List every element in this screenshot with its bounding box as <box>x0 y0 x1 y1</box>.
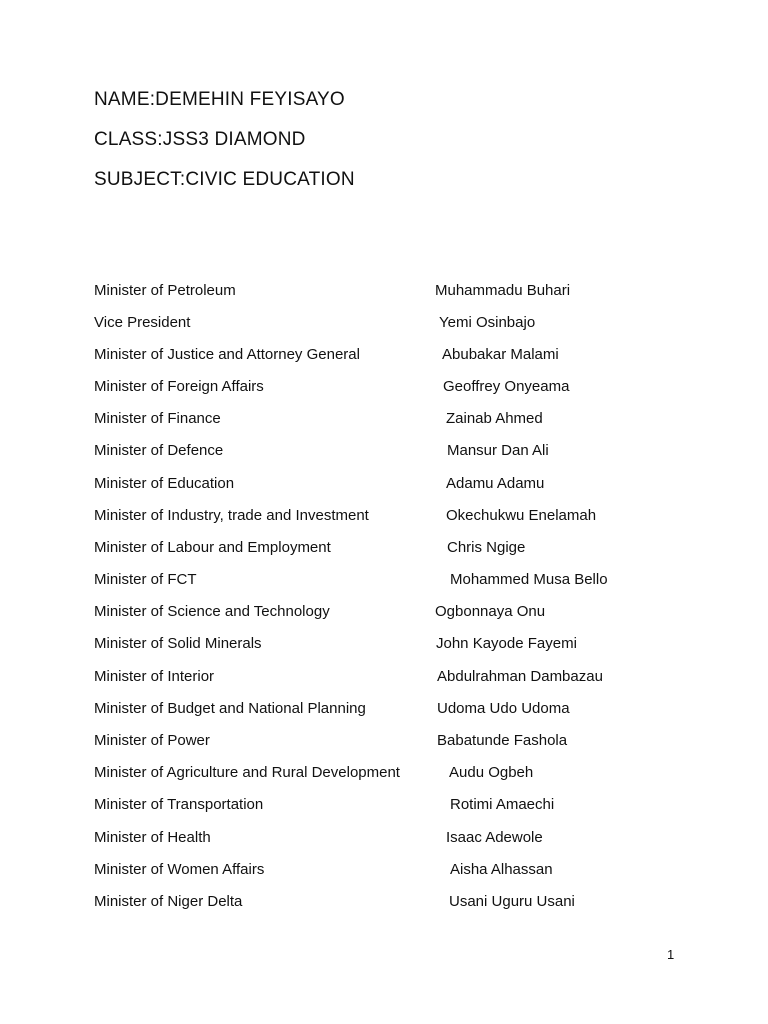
minister-office: Minister of Foreign Affairs <box>94 378 264 395</box>
minister-holder: Udoma Udo Udoma <box>437 700 570 717</box>
minister-office: Minister of Budget and National Planning <box>94 700 366 717</box>
minister-office: Minister of Finance <box>94 410 221 427</box>
minister-holder: Usani Uguru Usani <box>449 893 575 910</box>
minister-holder: Abdulrahman Dambazau <box>437 668 603 685</box>
minister-office: Minister of Defence <box>94 442 224 459</box>
minister-office: Minister of Labour and Employment <box>94 539 331 556</box>
minister-row <box>0 346 768 368</box>
minister-office: Minister of Justice and Attorney General <box>94 346 360 363</box>
minister-row <box>0 603 768 625</box>
minister-office: Minister of Women Affairs <box>94 861 265 878</box>
minister-office: Minister of Interior <box>94 668 215 685</box>
minister-office: Minister of Petroleum <box>94 282 236 299</box>
minister-row <box>0 732 768 754</box>
minister-holder: Muhammadu Buhari <box>435 282 571 299</box>
minister-row <box>0 475 768 497</box>
minister-office: Minister of Solid Minerals <box>94 635 262 652</box>
minister-holder: Ogbonnaya Onu <box>435 603 546 620</box>
minister-holder: Zainab Ahmed <box>446 410 543 427</box>
page-number: 1 <box>667 947 675 962</box>
minister-office: Minister of Industry, trade and Investment <box>94 507 369 524</box>
minister-row <box>0 442 768 464</box>
minister-holder: Chris Ngige <box>447 539 526 556</box>
minister-row <box>0 893 768 915</box>
minister-row <box>0 635 768 657</box>
minister-holder: Aisha Alhassan <box>450 861 553 878</box>
minister-row <box>0 700 768 722</box>
minister-row <box>0 314 768 336</box>
minister-row <box>0 571 768 593</box>
minister-row <box>0 410 768 432</box>
minister-office: Vice President <box>94 314 191 331</box>
student-class: CLASS:JSS3 DIAMOND <box>94 129 306 150</box>
minister-holder: Abubakar Malami <box>442 346 559 363</box>
minister-office: Minister of Transportation <box>94 796 264 813</box>
minister-holder: Yemi Osinbajo <box>439 314 536 331</box>
minister-row <box>0 539 768 561</box>
minister-holder: Babatunde Fashola <box>437 732 568 749</box>
minister-office: Minister of Education <box>94 475 235 492</box>
minister-office: Minister of Science and Technology <box>94 603 330 620</box>
minister-holder: John Kayode Fayemi <box>436 635 577 652</box>
minister-holder: Geoffrey Onyeama <box>443 378 570 395</box>
minister-holder: Isaac Adewole <box>446 829 543 846</box>
minister-row <box>0 668 768 690</box>
minister-office: Minister of Power <box>94 732 210 749</box>
minister-holder: Mohammed Musa Bello <box>450 571 608 588</box>
minister-office: Minister of FCT <box>94 571 197 588</box>
minister-office: Minister of Niger Delta <box>94 893 243 910</box>
minister-row <box>0 507 768 529</box>
student-name: NAME:DEMEHIN FEYISAYO <box>94 89 345 110</box>
minister-row <box>0 378 768 400</box>
minister-office: Minister of Health <box>94 829 211 846</box>
minister-row <box>0 796 768 818</box>
minister-holder: Rotimi Amaechi <box>450 796 555 813</box>
minister-row <box>0 282 768 304</box>
minister-row <box>0 764 768 786</box>
minister-holder: Adamu Adamu <box>446 475 545 492</box>
minister-row <box>0 829 768 851</box>
minister-office: Minister of Agriculture and Rural Development <box>94 764 400 781</box>
minister-holder: Mansur Dan Ali <box>447 442 549 459</box>
minister-holder: Okechukwu Enelamah <box>446 507 597 524</box>
minister-holder: Audu Ogbeh <box>449 764 534 781</box>
minister-row <box>0 861 768 883</box>
subject-title: SUBJECT:CIVIC EDUCATION <box>94 169 355 190</box>
